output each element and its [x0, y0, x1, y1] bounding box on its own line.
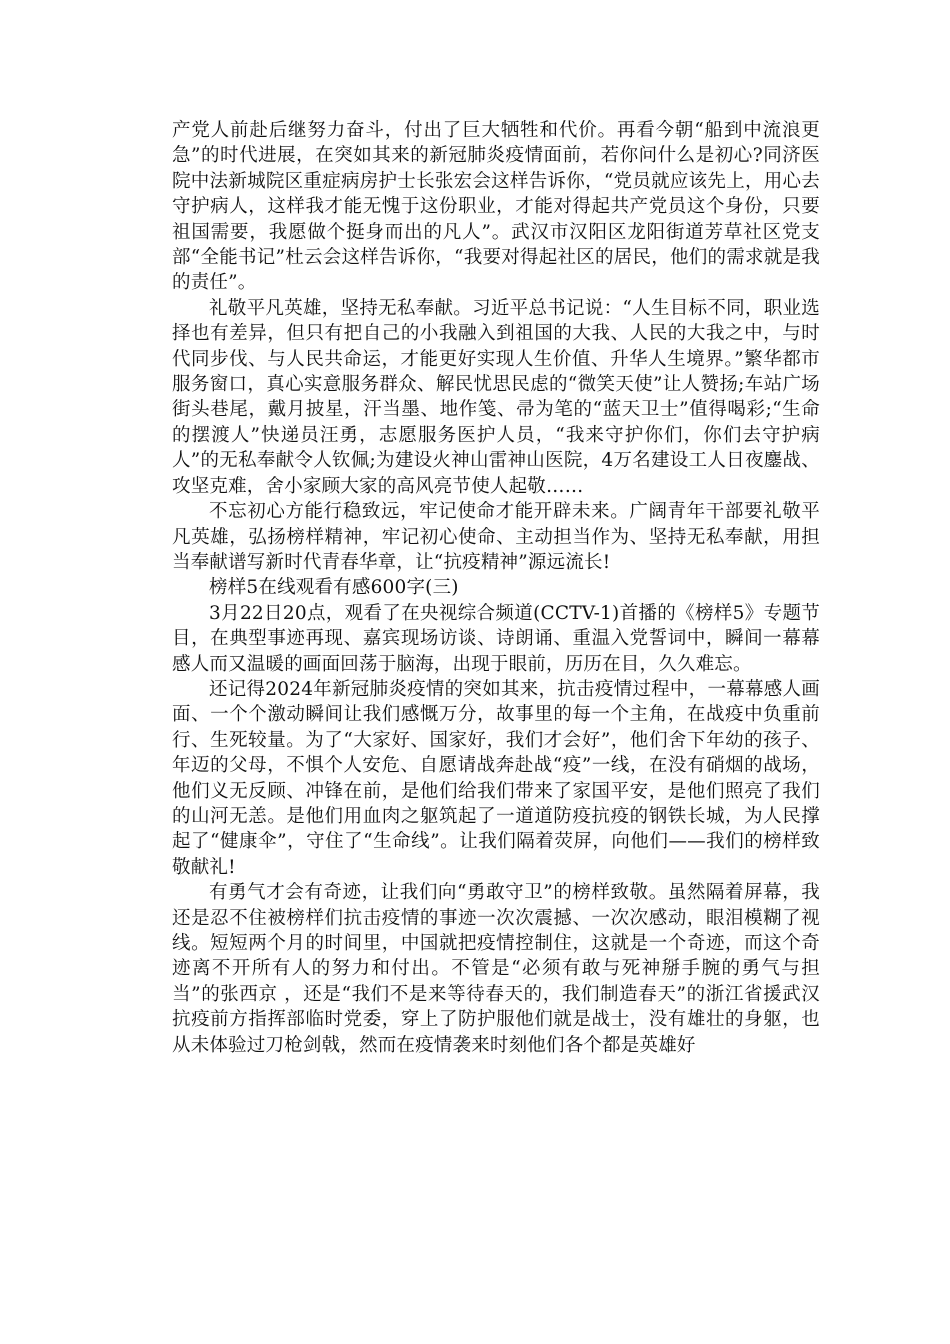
- section-heading: 榜样5在线观看有感600字(三): [209, 577, 459, 599]
- paragraph-conclusion: 不忘初心方能行稳致远，牢记使命才能开辟未来。广阔青年干部要礼敬平凡英雄，弘扬榜样精神，牢记初心使命、主动担当作为、坚持无私奉献，用担当奉献谱写新时代青春华章，让“抗疫精神”源远流长!: [172, 501, 820, 573]
- paragraph-continuation: 产党人前赴后继努力奋斗，付出了巨大牺牲和代价。再看今朝“船到中流浪更急”的时代进展，在突如其来的新冠肺炎疫情面前，若你问什么是初心?同济医院中法新城院区重症病房护士长张宏会这样告诉你，“党员就应该先上，用心去守护病人，这样我才能无愧于这份职业，才能对得起共产党员这个身份，只要祖国需要，我愿做个挺身而出的凡人”。武汉市汉阳区龙阳街道芳草社区党支部“全能书记”杜云会这样告诉你，“我要对得起社区的居民，他们的需求就是我的责任”。: [172, 120, 820, 294]
- paragraph-courage: 有勇气才会有奇迹，让我们向“勇敢守卫”的榜样致敬。虽然隔着屏幕，我还是忍不住被榜样们抗击疫情的事迹一次次震撼、一次次感动，眼泪模糊了视线。短短两个月的时间里，中国就把疫情控制住，这就是一个奇迹，而这个奇迹离不开所有人的努力和付出。不管是“必须有敢与死神掰手腕的勇气与担当”的张西京 ，还是“我们不是来等待春天的，我们制造春天”的浙江省援武汉抗疫前方指挥部临时党委，穿上了防护服他们就是战士，没有雄壮的身躯，也从未体验过刀枪剑戟，然而在疫情袭来时刻他们各个都是英雄好: [172, 882, 820, 1056]
- paragraph-respect-heroes: 礼敬平凡英雄，坚持无私奉献。习近平总书记说：“人生目标不同，职业选择也有差异，但只有把自己的小我融入到祖国的大我、人民的大我之中，与时代同步伐、与人民共命运，才能更好实现人生价值、升华人生境界。”繁华都市服务窗口，真心实意服务群众、解民忧思民虑的“微笑天使”让人赞扬;车站广场街头巷尾，戴月披星，汗当墨、地作笺、帚为笔的“蓝天卫士”值得喝彩;“生命的摆渡人”快递员汪勇，志愿服务医护人员，“我来守护你们，你们去守护病人”的无私奉献令人钦佩;为建设火神山雷神山医院，4万名建设工人日夜鏖战、攻坚克难，舍小家顾大家的高风亮节使人起敬……: [172, 297, 820, 497]
- paragraph-epidemic: 还记得2024年新冠肺炎疫情的突如其来，抗击疫情过程中，一幕幕感人画面、一个个激动瞬间让我们感慨万分，故事里的每一个主角，在战疫中负重前行、生死较量。为了“大家好、国家好，我们才会好”，他们舍下年幼的孩子、年迈的父母，不惧个人安危、自愿请战奔赴战“疫”一线，在没有硝烟的战场，他们义无反顾、冲锋在前，是他们给我们带来了家国平安，是他们照亮了我们的山河无恙。是他们用血肉之躯筑起了一道道防疫抗疫的钢铁长城，为人民撑起了“健康伞”，守住了“生命线”。让我们隔着荧屏，向他们——我们的榜样致敬献礼!: [172, 678, 820, 878]
- paragraph-broadcast: 3月22日20点，观看了在央视综合频道(CCTV-1)首播的《榜样5》专题节目，在典型事迹再现、嘉宾现场访谈、诗朗诵、重温入党誓词中，瞬间一幕幕感人而又温暖的画面回荡于脑海，出现于眼前，历历在目，久久难忘。: [172, 602, 820, 675]
- document-page: [172, 118, 820, 1058]
